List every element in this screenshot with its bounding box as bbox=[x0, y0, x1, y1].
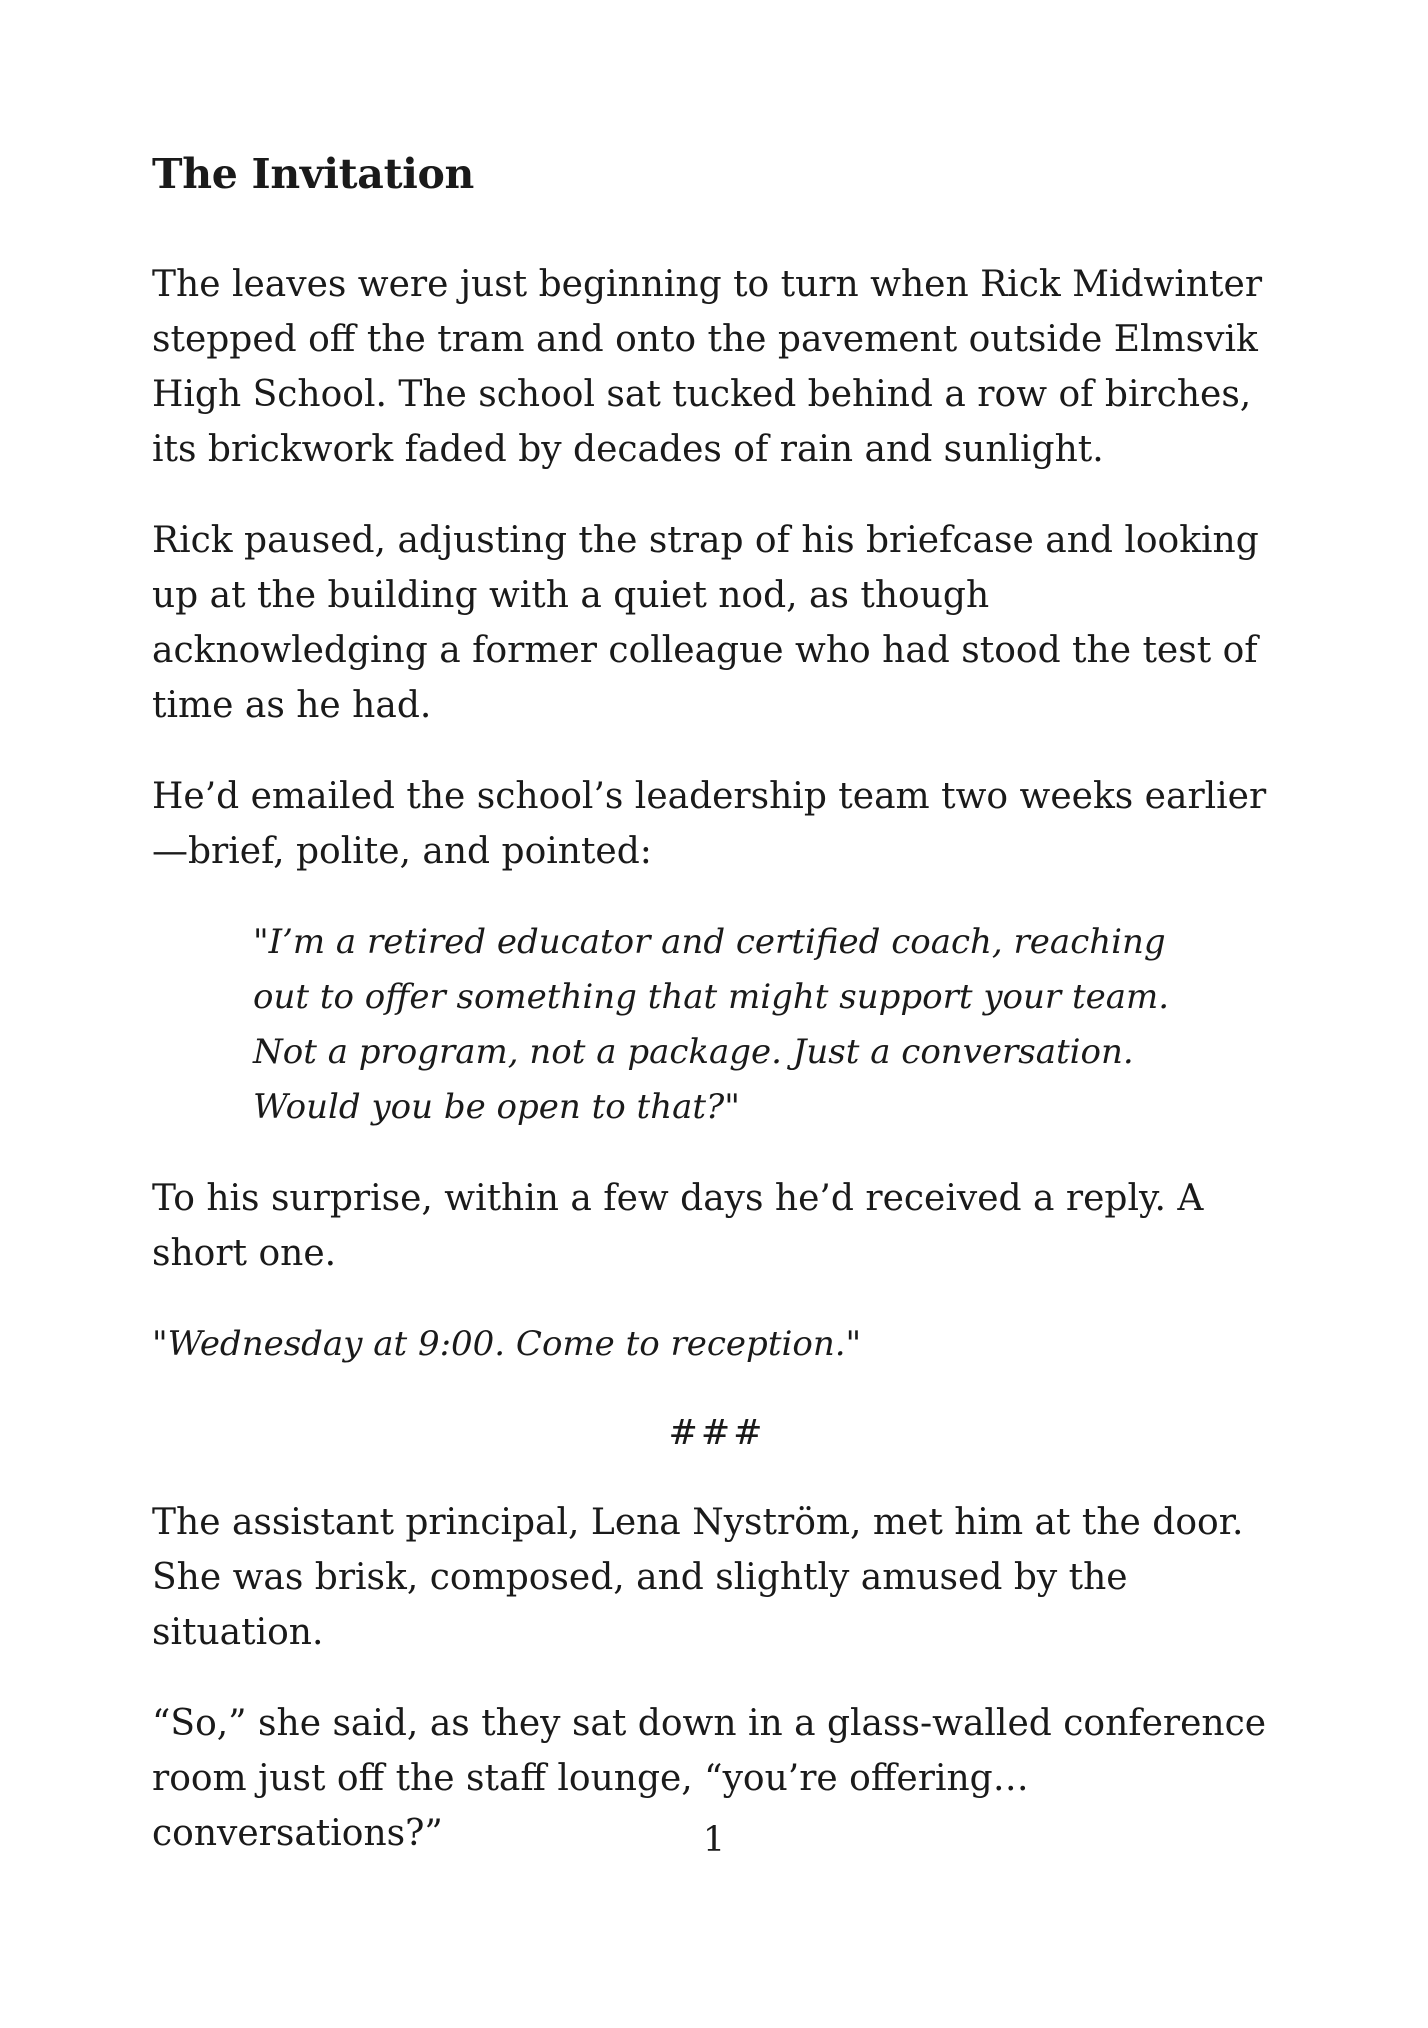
page-content bbox=[152, 150, 1282, 1897]
paragraph-dialogue: “So,” she said, as they sat down in a glass-walled conference room just off the staff lounge, “you’re offering… conversations?” bbox=[152, 1703, 1267, 1855]
page-number: 1 bbox=[702, 1820, 726, 1860]
paragraph-pause: Rick paused, adjusting the strap of his briefcase and looking up at the building with a quiet nod, as though acknowledging a former colleague who had stood the test of time as he had. bbox=[152, 520, 1259, 727]
reply-quote: "Wednesday at 9:00. Come to reception." bbox=[152, 1324, 862, 1365]
paragraph-email: He’d emailed the school’s leadership team two weeks earlier—brief, polite, and pointed: bbox=[152, 776, 1267, 873]
email-quote-line: out to offer something that might support your team. bbox=[253, 977, 1170, 1018]
email-quote-line: Would you be open to that?" bbox=[253, 1087, 740, 1128]
paragraph-assistant-principal: The assistant principal, Lena Nyström, met him at the door. She was brisk, composed, and slightly amused by the situation. bbox=[152, 1502, 1244, 1654]
email-quote-line: "I’m a retired educator and certified coach, reaching bbox=[253, 922, 1166, 963]
chapter-title: The Invitation bbox=[152, 150, 475, 198]
email-quote-line: Not a program, not a package. Just a conversation. bbox=[253, 1032, 1134, 1073]
email-quote bbox=[253, 915, 1183, 1135]
paragraph-surprise: To his surprise, within a few days he’d received a reply. A short one. bbox=[152, 1178, 1204, 1275]
scene-break: ### bbox=[668, 1413, 766, 1454]
paragraph-arrival: The leaves were just beginning to turn when Rick Midwinter stepped off the tram and onto the pavement outside Elmsvik High School. The school sat tucked behind a row of birches, its brickwork faded by decades of rain and sunlight. bbox=[152, 264, 1263, 471]
